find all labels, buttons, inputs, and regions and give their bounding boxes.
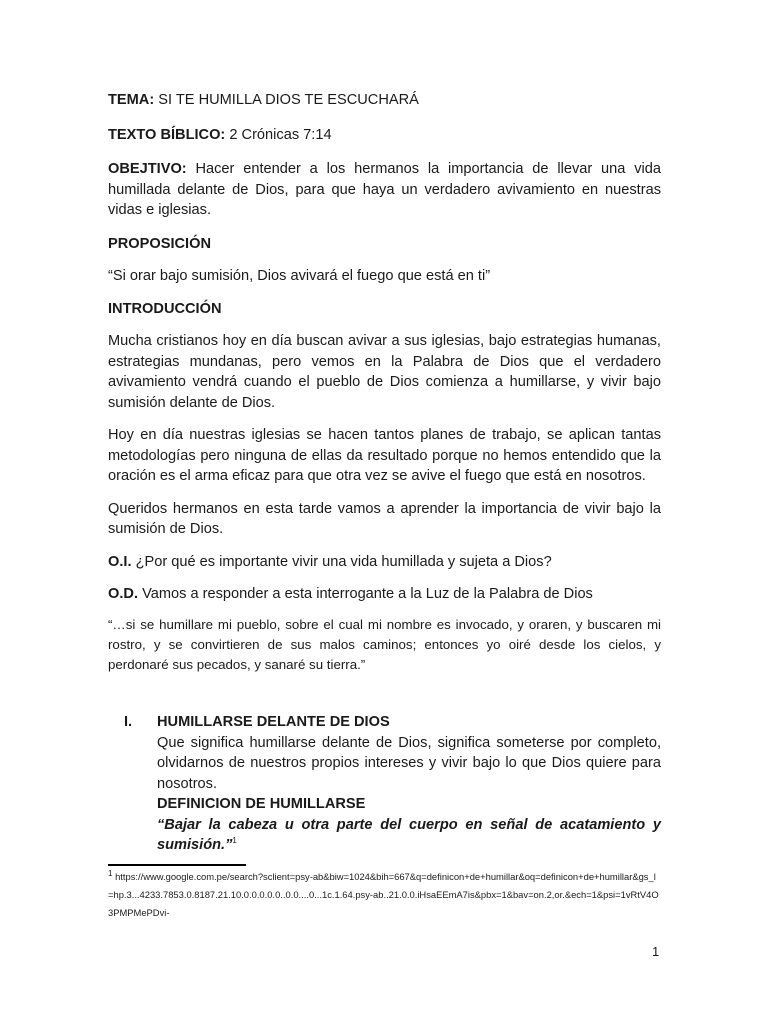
texto-value: 2 Crónicas 7:14	[229, 126, 332, 143]
scripture-quote: “…si se humillare mi pueblo, sobre el cual mi nombre es invocado, y oraren, y buscaren mi rostro, y se convirtieren de sus malos caminos; entonces yo oiré desde los cielos, y perdonaré sus pecados, y sanaré su tierra.”	[108, 616, 661, 672]
proposicion-text: “Si orar bajo sumisión, Dios avivará el fuego que está en ti”	[108, 268, 491, 284]
texto-label: TEXTO BÍBLICO:	[108, 126, 226, 143]
section-1-text: Que significa humillarse delante de Dios, significa someterse por completo, olvidarnos de nuestros propios intereses y vivir bajo lo que Dios quiere para nosotros.	[157, 734, 661, 792]
definition-line	[157, 815, 661, 856]
definicion-heading: DEFINICION DE HUMILLARSE	[157, 796, 366, 812]
introduccion-heading: INTRODUCCIÓN	[108, 300, 222, 317]
intro-paragraph-2: Hoy en día nuestras iglesias se hacen tantos planes de trabajo, se aplican tantas metodologías pero ninguna de ellas da resultado porque no hemos entendido que la oración es el arma eficaz para que otra vez se avive el fuego que está en nosotros.	[108, 427, 661, 484]
footnote-number: 1	[108, 868, 113, 878]
page-number: 1	[652, 944, 660, 959]
footnote-url[interactable]: https://www.google.com.pe/search?sclient=psy-ab&biw=1024&bih=667&q=definicon+de+humillar&oq=definicon+de+humillar&gs_l=hp.3...4233.7853.0.8187.21.10.0.0.0.0.0..0.0....0...1c.1.64.psy-ab..21.0.0.iHsaEEmA7is&pbx=1&bav=on.2,or.&ech=1&psi=1vRtV4O3PMPMePDvi-	[108, 871, 659, 919]
section-1-number: I.	[124, 714, 133, 730]
oi-text: ¿Por qué es importante vivir una vida humillada y sujeta a Dios?	[135, 553, 552, 570]
footnote-reference[interactable]: 1	[232, 836, 237, 846]
oi-label: O.I.	[108, 553, 132, 570]
section-1-heading: HUMILLARSE DELANTE DE DIOS	[157, 714, 390, 730]
od-text: Vamos a responder a esta interrogante a la Luz de la Palabra de Dios	[142, 586, 593, 602]
footnote	[108, 868, 661, 923]
od-line	[108, 584, 661, 605]
intro-paragraph-3: Queridos hermanos en esta tarde vamos a aprender la importancia de vivir bajo la sumisión de Dios.	[108, 500, 661, 537]
tema-line	[108, 90, 661, 111]
proposicion-heading: PROPOSICIÓN	[108, 235, 211, 252]
objetivo-text: Hacer entender a los hermanos la importancia de llevar una vida humillada delante de Dios, para que haya un verdadero avivamiento en nuestras vidas e iglesias.	[108, 161, 661, 218]
objetivo-paragraph	[108, 159, 661, 221]
intro-paragraph-1: Mucha cristianos hoy en día buscan avivar a sus iglesias, bajo estrategias humanas, estrategias mundanas, pero vemos en la Palabra de Dios que el verdadero avivamiento vendrá cuando el pueblo de Dios comienza a humillarse, y vivir bajo sumisión delante de Dios.	[108, 333, 661, 411]
oi-line	[108, 552, 661, 573]
tema-label: TEMA:	[108, 92, 155, 108]
tema-value: SI TE HUMILLA DIOS TE ESCUCHARÁ	[158, 92, 419, 108]
footnote-separator	[108, 864, 246, 866]
section-1	[124, 712, 661, 856]
definition-quote: “Bajar la cabeza u otra parte del cuerpo en señal de acatamiento y sumisión.”	[157, 816, 661, 853]
od-label: O.D.	[108, 586, 138, 602]
document-body	[108, 90, 661, 675]
objetivo-label: OBEJTIVO:	[108, 161, 187, 177]
texto-line	[108, 125, 661, 146]
